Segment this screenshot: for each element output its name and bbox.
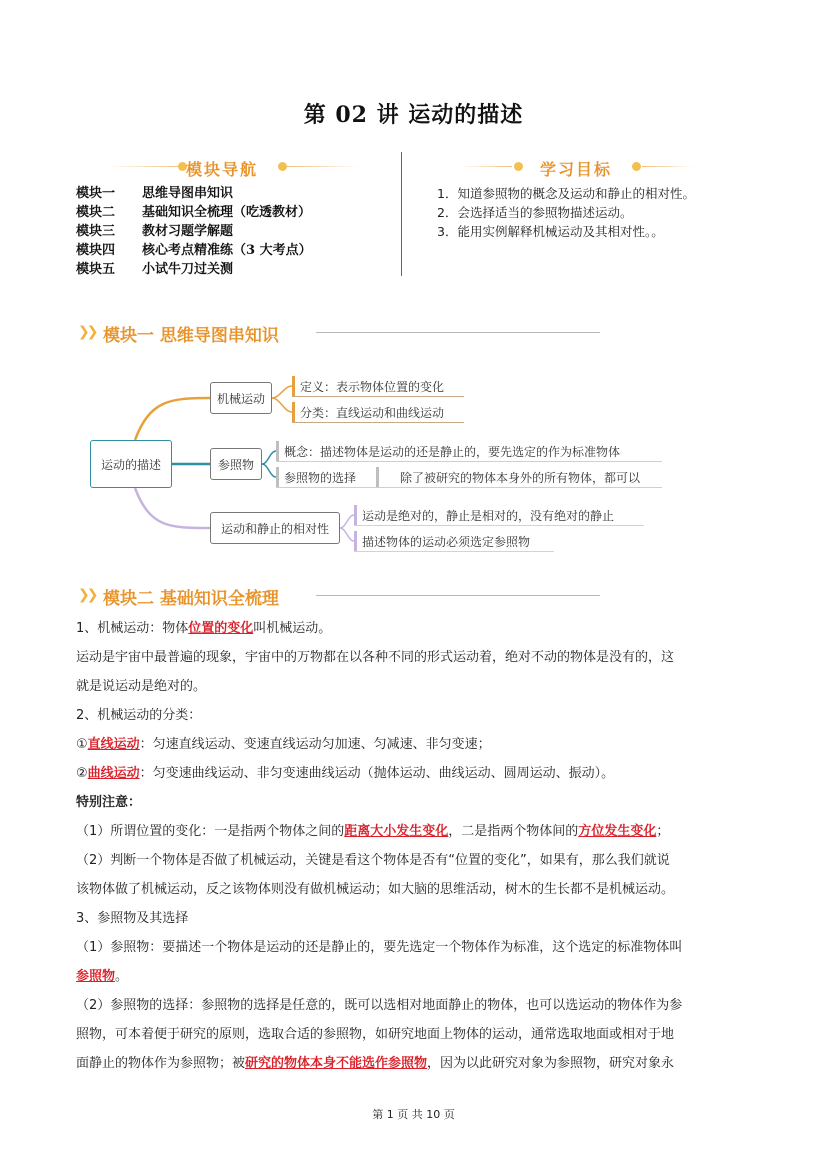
paragraph-reference-def-cont: 参照物。: [76, 969, 129, 984]
mindmap-leaf-concept: 概念：描述物体是运动的还是静止的，要先选定的作为标准物体: [284, 445, 621, 459]
nav-row-2[interactable]: 模块二 基础知识全梳理（吃透教材）: [76, 205, 312, 220]
leaf-underline: [354, 525, 644, 526]
mindmap-leaf-must-choose: 描述物体的运动必须选定参照物: [362, 535, 531, 549]
paragraph-judge-cont: 该物体做了机械运动，反之该物体则没有做机械运动；如大脑的思维活动，树木的生长都不是机械运动。: [76, 882, 675, 897]
paragraph-motion-absolute-cont: 就是说运动是绝对的。: [76, 679, 207, 694]
leaf-marker: [354, 505, 357, 525]
paragraph-motion-absolute: 运动是宇宙中最普遍的现象，宇宙中的万物都在以各种不同的形式运动着，绝对不动的物体是没有的，这: [76, 650, 675, 665]
paragraph-linear: ①直线运动：匀速直线运动、变速直线运动匀加速、匀减速、非匀变速；: [76, 737, 491, 752]
mindmap-leaf-definition: 定义：表示物体位置的变化: [300, 380, 445, 394]
paragraph-reference-def: （1）参照物：要描述一个物体是运动的还是静止的，要先选定一个物体作为标准，这个选定的标准物体叫: [76, 940, 683, 955]
paragraph-reference-choice-cont2: 面静止的物体作为参照物；被研究的物体本身不能选作参照物，因为以此研究对象为参照物，研究对象永: [76, 1056, 675, 1071]
mindmap-leaf-classification: 分类：直线运动和曲线运动: [300, 406, 445, 420]
leaf-marker: [292, 376, 295, 396]
paragraph-curved: ②曲线运动：匀变速曲线运动、非匀变速曲线运动（抛体运动、曲线运动、圆周运动、振动）。: [76, 766, 615, 781]
nav-row-1[interactable]: 模块一 思维导图串知识: [76, 186, 234, 201]
paragraph-reference-choice-cont: 照物，可本着便于研究的原则，选取合适的参照物，如研究地面上物体的运动，通常选取地面或相对于地: [76, 1027, 675, 1042]
mindmap-leaf-choice-text: 除了被研究的物体本身外的所有物体，都可以: [400, 471, 641, 485]
nav-row-5[interactable]: 模块五 小试牛刀过关测: [76, 262, 234, 277]
mindmap-leaf-absolute: 运动是绝对的，静止是相对的，没有绝对的静止: [362, 509, 615, 523]
goal-item-2: 2．会选择适当的参照物描述运动。: [437, 205, 633, 220]
section-2-rule: [316, 595, 600, 596]
nav-row-3[interactable]: 模块三 教材习题学解题: [76, 224, 234, 239]
leaf-marker: [292, 402, 295, 422]
leaf-underline: [292, 396, 464, 397]
section-2-heading: 模块二 基础知识全梳理: [103, 589, 279, 609]
paragraph-judge: （2）判断一个物体是否做了机械运动，关键是看这个物体是否有“位置的变化”，如果有，那么我们就说: [76, 853, 670, 868]
leaf-underline: [276, 487, 662, 488]
nav-row-4[interactable]: 模块四 核心考点精准练（3 大考点）: [76, 243, 312, 258]
paragraph-classification: 2、机械运动的分类：: [76, 708, 202, 723]
paragraph-reference-heading: 3、参照物及其选择: [76, 911, 189, 926]
paragraph-reference-choice: （2）参照物的选择：参照物的选择是任意的，既可以选相对地面静止的物体，也可以选运动的物体作为参: [76, 998, 683, 1013]
section-2-chevron-icon: ❯❯: [78, 587, 96, 603]
page-title: 第 02 讲 运动的描述: [303, 102, 524, 128]
paragraph-position-change: （1）所谓位置的变化：一是指两个物体之间的距离大小发生变化，二是指两个物体间的方位发生变化；: [76, 824, 670, 839]
section-1-chevron-icon: ❯❯: [78, 324, 96, 340]
leaf-underline: [292, 422, 464, 423]
content-body: [76, 614, 756, 1078]
leaf-marker: [376, 467, 379, 487]
mindmap-branch-reference: 参照物: [210, 448, 262, 480]
mindmap-branch-relativity: 运动和静止的相对性: [210, 512, 340, 544]
leaf-marker: [354, 531, 357, 551]
leaf-marker: [276, 467, 279, 487]
goal-item-1: 1．知道参照物的概念及运动和静止的相对性。: [437, 186, 695, 201]
paragraph-special-note: 特别注意：: [76, 795, 142, 810]
section-1-heading: 模块一 思维导图串知识: [103, 326, 279, 346]
mindmap-root: 运动的描述: [90, 440, 172, 488]
leaf-marker: [276, 441, 279, 461]
goal-header: 学习目标: [540, 160, 613, 179]
page-footer: 第 1 页 共 10 页: [372, 1108, 455, 1121]
goal-item-3: 3．能用实例解释机械运动及其相对性。。: [437, 224, 664, 239]
mindmap-leaf-choice-label: 参照物的选择: [284, 471, 357, 485]
mindmap-branch-mechanical-motion: 机械运动: [210, 382, 272, 414]
nav-header: 模块导航: [186, 160, 259, 179]
leaf-underline: [354, 551, 554, 552]
leaf-underline: [276, 461, 662, 462]
paragraph-mechanical-motion: 1、机械运动：物体位置的变化叫机械运动。: [76, 621, 332, 636]
